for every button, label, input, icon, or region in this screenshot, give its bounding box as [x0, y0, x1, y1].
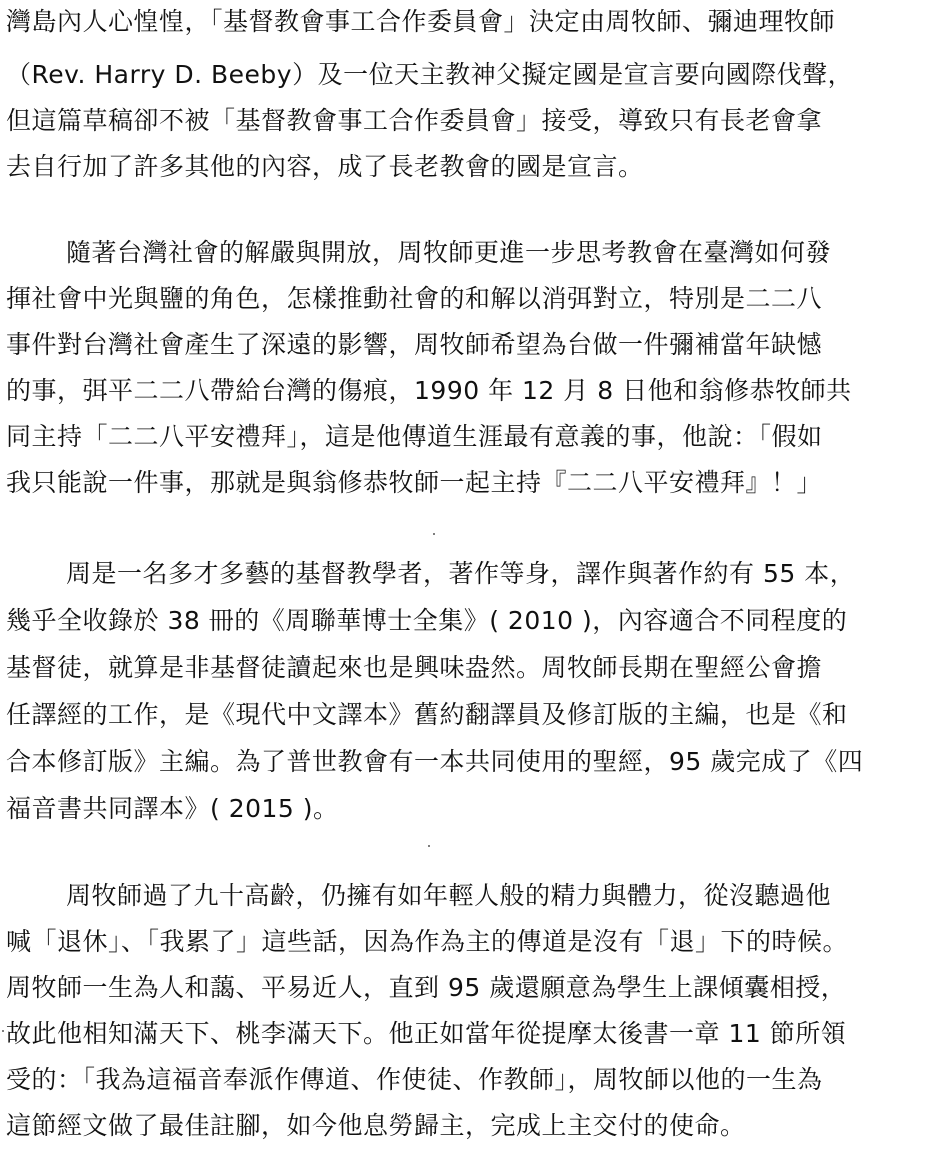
text-line: 周是一名多才多藝的基督教學者，著作等身，譯作與著作約有 55 本，	[66, 559, 856, 588]
text-line: 基督徒，就算是非基督徒讀起來也是興味盎然。周牧師長期在聖經公會擔	[6, 653, 823, 682]
text-line: 合本修訂版》主編。為了普世教會有一本共同使用的聖經，95 歲完成了《四	[6, 747, 864, 776]
text-line: 故此他相知滿天下、桃李滿天下。他正如當年從提摩太後書一章 11 節所領	[6, 1019, 847, 1048]
text-line: 任譯經的工作，是《現代中文譯本》舊約翻譯員及修訂版的主編，也是《和	[6, 700, 848, 729]
text-line: （Rev. Harry D. Beeby）及一位天主教神父擬定國是宣言要向國際伐聲，	[6, 60, 854, 89]
text-line: 幾乎全收錄於 38 冊的《周聯華博士全集》( 2010 )，內容適合不同程度的	[6, 606, 848, 635]
text-line: 受的：「我為這福音奉派作傳道、作使徒、作教師」，周牧師以他的一生為	[6, 1065, 823, 1094]
text-line: 但這篇草稿卻不被「基督教會事工合作委員會」接受，導致只有長老會拿	[6, 106, 823, 135]
text-line: 灣島內人心惶惶，「基督教會事工合作委員會」決定由周牧師、彌迪理牧師	[6, 7, 836, 36]
text-line: 同主持「二二八平安禮拜」，這是他傳道生涯最有意義的事，他說：「假如	[6, 422, 823, 451]
text-line: 的事，弭平二二八帶給台灣的傷痕，1990 年 12 月 8 日他和翁修恭牧師共	[6, 376, 852, 405]
text-line: 揮社會中光與鹽的角色，怎樣推動社會的和解以消弭對立，特別是二二八	[6, 284, 823, 313]
scan-speck	[2, 1030, 4, 1032]
text-line: 喊「退休」、「我累了」這些話，因為作為主的傳道是沒有「退」下的時候。	[6, 927, 849, 956]
text-line: 我只能說一件事，那就是與翁修恭牧師一起主持『二二八平安禮拜』！」	[6, 468, 823, 497]
text-line: 周牧師一生為人和藹、平易近人，直到 95 歲還願意為學生上課傾囊相授，	[6, 973, 847, 1002]
scan-speck	[428, 845, 430, 847]
text-line: 去自行加了許多其他的內容，成了長老教會的國是宣言。	[6, 152, 644, 181]
text-line: 這節經文做了最佳註腳，如今他息勞歸主，完成上主交付的使命。	[6, 1111, 746, 1140]
scan-speck	[433, 533, 435, 535]
text-line: 隨著台灣社會的解嚴與開放，周牧師更進一步思考教會在臺灣如何發	[66, 238, 832, 267]
text-line: 事件對台灣社會產生了深遠的影響，周牧師希望為台做一件彌補當年缺憾	[6, 330, 823, 359]
text-line: 福音書共同譯本》( 2015 )。	[6, 794, 339, 823]
text-line: 周牧師過了九十高齡，仍擁有如年輕人般的精力與體力，從沒聽過他	[66, 881, 832, 910]
